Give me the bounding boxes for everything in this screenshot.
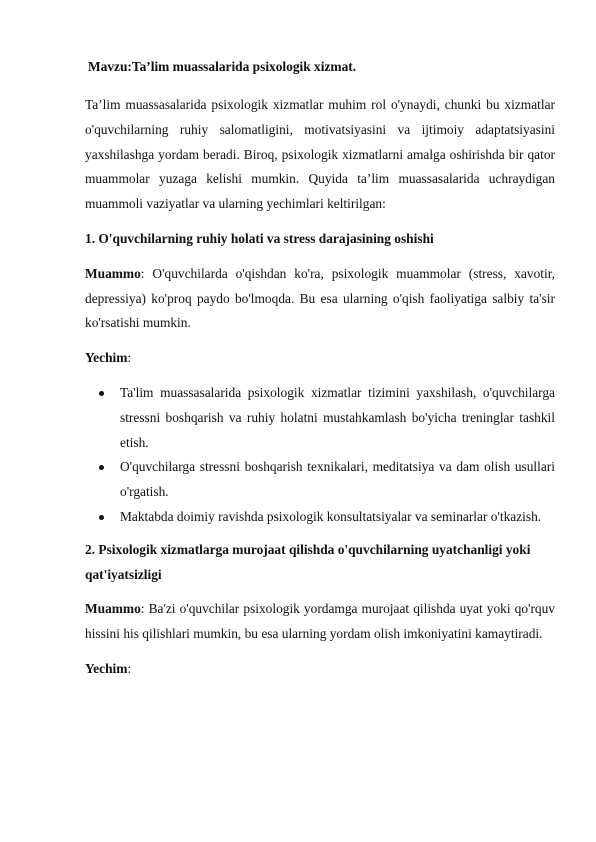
section-2-solution [85,657,555,682]
bullet-icon [99,515,104,520]
section-1-solution-list [85,381,555,530]
list-item [85,505,555,530]
section-2-problem [85,597,555,647]
section-1-problem-text: : O'quvchilarda o'qishdan ko'ra, psixologik muammolar (stress, xavotir, depressiya) ko'proq paydo bo'lmoqda. Bu esa ularning o'qish faoliyatiga salbiy ta'sir ko'rsatishi mumkin. [85,265,555,331]
section-1-solution-suffix: : [127,350,132,366]
section-2-solution-label: Yechim [85,660,128,676]
intro-paragraph: Ta’lim muassasalarida psixologik xizmatlar muhim rol o'ynaydi, chunki bu xizmatlar o'quvchilarning ruhiy salomatligini, motivatsiyasini va ijtimoiy adaptatsiyasini yaxshilashga yordam beradi. Biroq, psixologik xizmatlarni amalga oshirishda bir qator muammolar yuzaga kelishi mumkin. Quyida ta’lim muassasalarida uchraydigan muammoli vaziyatlar va ularning yechimlari keltirilgan: [85,97,555,212]
document-title: Mavzu:Ta’lim muassalarida psixologik xizmat. [88,59,357,74]
list-item [85,381,555,455]
section-2-problem-text: : Ba'zi o'quvchilar psixologik yordamga murojaat qilishda uyat yoki qo'rquv hissini his qilishlari mumkin, bu esa ularning yordam olish imkoniyatini kamaytiradi. [85,601,555,642]
section-1-solution [85,346,555,371]
bullet-icon [99,391,104,396]
list-item-text: O'quvchilarga stressni boshqarish texnikalari, meditatsiya va dam olish usullari o'rgatish. [120,459,555,500]
document-page [85,54,555,692]
section-1-problem [85,262,555,336]
section-2-problem-label: Muammo [85,601,141,617]
section-1-heading: 1. O'quvchilarning ruhiy holati va stress darajasining oshishi [85,230,434,246]
bullet-icon [99,465,104,470]
section-1-problem-label: Muammo [85,265,141,281]
list-item [85,455,555,505]
section-1-solution-label: Yechim [85,350,128,366]
list-item-text: Ta'lim muassasalarida psixologik xizmatlar tizimini yaxshilash, o'quvchilarga stressni boshqarish va ruhiy holatni mustahkamlash bo'yicha treninglar tashkil etish. [120,384,555,450]
section-2-solution-suffix: : [127,660,132,676]
list-item-text: Maktabda doimiy ravishda psixologik konsultatsiyalar va seminarlar o'tkazish. [120,508,542,524]
section-2-heading: 2. Psixologik xizmatlarga murojaat qilishda o'quvchilarning uyatchanligi yoki qat'iyatsizligi [85,541,531,582]
